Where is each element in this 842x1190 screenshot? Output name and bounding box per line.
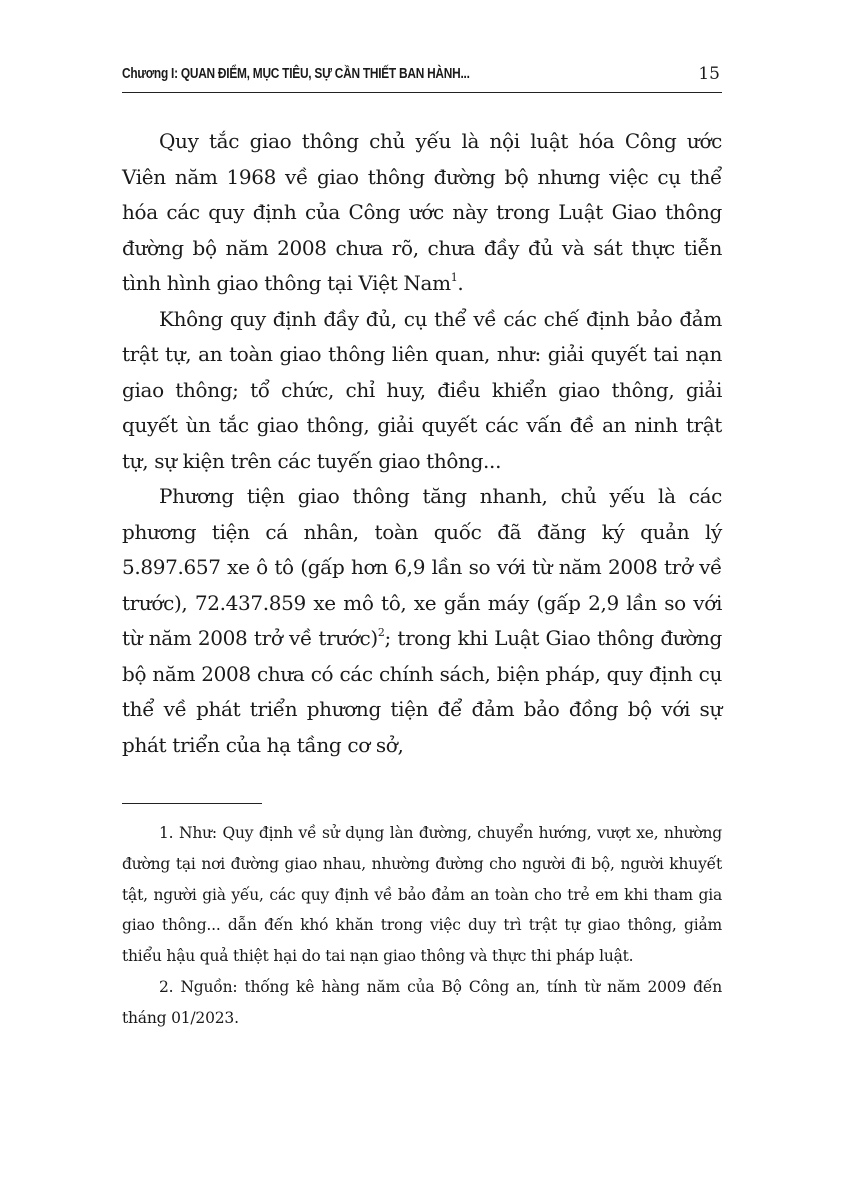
footnote-1: 1. Như: Quy định về sử dụng làn đường, chuyển hướng, vượt xe, nhường đường tại nơi đường giao nhau, nhường đường cho người đi bộ, người khuyết tật, người già yếu, các quy định về bảo đảm an toàn cho trẻ em khi tham gia giao thông... dẫn đến khó khăn trong việc duy trì trật tự giao thông, giảm thiểu hậu quả thiệt hại do tai nạn giao thông và thực thi pháp luật. <box>122 824 722 966</box>
chapter-title: Chương I: QUAN ĐIỂM, MỤC TIÊU, SỰ CẦN THIẾT BAN HÀNH... <box>122 66 470 82</box>
footnote-divider <box>122 803 262 804</box>
footnotes <box>122 818 722 1034</box>
paragraph-1-text: Quy tắc giao thông chủ yếu là nội luật hóa Công ước Viên năm 1968 về giao thông đường bộ nhưng việc cụ thể hóa các quy định của Công ước này trong Luật Giao thông đường bộ năm 2008 chưa rõ, chưa đầy đủ và sát thực tiễn tình hình giao thông tại Việt Nam <box>122 129 722 295</box>
paragraph-2: Không quy định đầy đủ, cụ thể về các chế định bảo đảm trật tự, an toàn giao thông liên quan, như: giải quyết tai nạn giao thông; tổ chức, chỉ huy, điều khiển giao thông, giải quyết ùn tắc giao thông, giải quyết các vấn đề an ninh trật tự, sự kiện trên các tuyến giao thông... <box>122 306 722 473</box>
paragraph-1 <box>122 124 722 302</box>
footnote-2: 2. Nguồn: thống kê hàng năm của Bộ Công an, tính từ năm 2009 đến tháng 01/2023. <box>122 977 722 1027</box>
footnote-ref-1: 1 <box>450 271 458 285</box>
running-header <box>122 62 722 93</box>
paragraph-3 <box>122 479 722 763</box>
paragraph-3-text-before: Phương tiện giao thông tăng nhanh, chủ yếu là các phương tiện cá nhân, toàn quốc đã đăng ký quản lý 5.897.657 xe ô tô (gấp hơn 6,9 lần so với từ năm 2008 trở về trước), 72.437.859 xe mô tô, xe gắn máy (gấp 2,9 lần so với từ năm 2008 trở về trước) <box>122 484 722 650</box>
body-text <box>122 124 722 763</box>
paragraph-1-tail: . <box>457 271 464 295</box>
page-number: 15 <box>698 64 720 84</box>
paragraph-3-text-after: ; trong khi Luật Giao thông đường bộ năm 2008 chưa có các chính sách, biện pháp, quy định cụ thể về phát triển phương tiện để đảm bảo đồng bộ với sự phát triển của hạ tầng cơ sở, <box>122 626 722 757</box>
footnote-ref-2: 2 <box>377 626 385 640</box>
